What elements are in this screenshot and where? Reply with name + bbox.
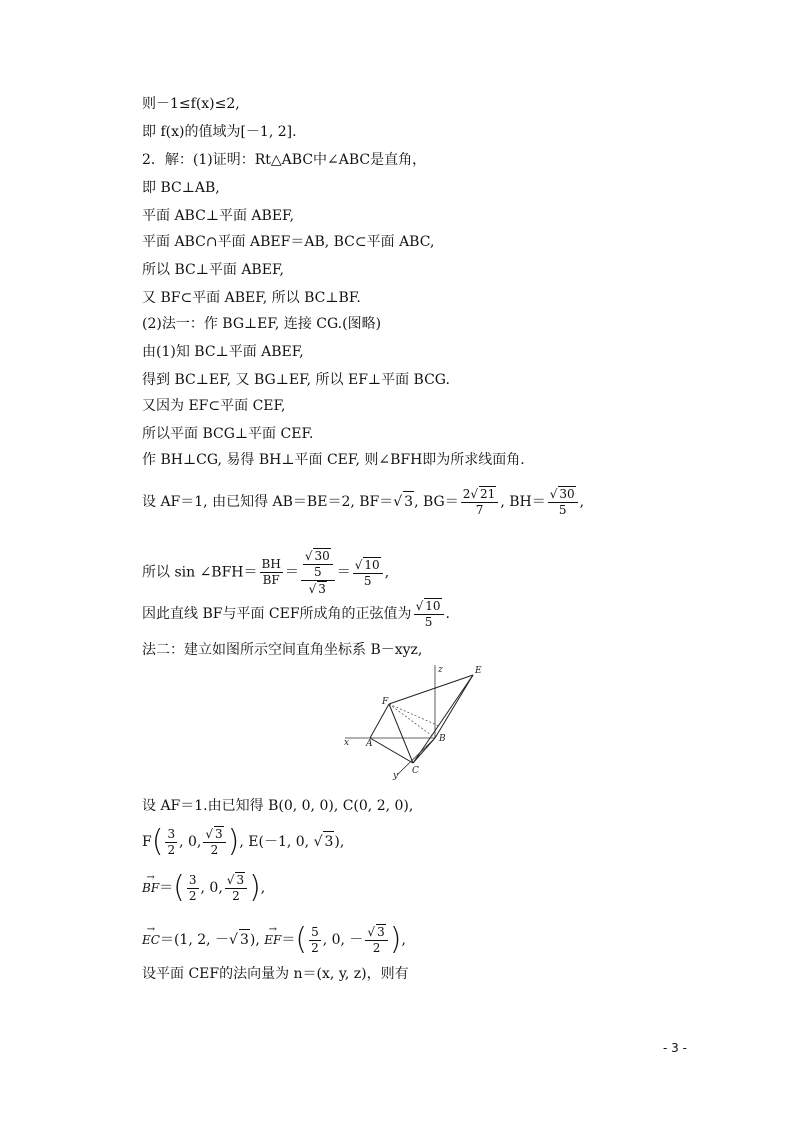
- text-line-21: → BF＝( $\frac{3}{2}$ , 0, $\frac{√ 3}{2}$ ),: [142, 872, 265, 904]
- label-y: y: [393, 771, 399, 780]
- edge-af: [370, 704, 389, 738]
- text-line-17: 因此直线 BF与平面 CEF所成角的正弦值为 $\frac{√ 10}{5}$ .: [142, 599, 450, 629]
- text-line-20: F( $\frac{3}{2}$ , 0, $\frac{√ 3}{2}$ ), E(－1, 0, √ 3),: [142, 824, 345, 859]
- text-line-5: 平面 ABC⊥平面 ABEF,: [142, 208, 295, 224]
- edge-ac: [370, 738, 413, 763]
- text-line-22: → EC＝(1, 2, －√ 3), → EF＝( $\frac{5}{2}$ , 0, － $\frac{√ 3}{2}$ ),: [142, 924, 406, 956]
- text-line-9: (2)法一：作 BG⊥EF, 连接 CG.(图略): [142, 316, 382, 332]
- text-line-2: 即 f(x)的值域为[－1, 2].: [142, 124, 297, 140]
- fraction-bh: $\frac{√ 30}{5}$: [548, 486, 578, 518]
- text-line-23: 设平面 CEF的法向量为 n＝(x, y, z)，则有: [142, 966, 409, 982]
- text-line-10: 由(1)知 BC⊥平面 ABEF,: [142, 344, 304, 360]
- edge-eb: [435, 675, 473, 738]
- text-line-6: 平面 ABC∩平面 ABEF＝AB, BC⊂平面 ABC,: [142, 234, 435, 250]
- label-c: C: [412, 766, 419, 776]
- text-line-15: 设 AF＝1, 由已知得 AB＝BE＝2, BF＝√ 3, BG＝ $\frac{2√ 21}{7}$ , BH＝ $\frac{√ 30}{5}$ ,: [142, 487, 585, 517]
- text-line-7: 所以 BC⊥平面 ABEF,: [142, 262, 284, 278]
- text-line-14: 作 BH⊥CG, 易得 BH⊥平面 CEF, 则∠BFH即为所求线面角.: [142, 452, 525, 468]
- edge-bc: [413, 738, 435, 763]
- text-line-18: 法二：建立如图所示空间直角坐标系 B－xyz,: [142, 642, 423, 658]
- edge-ec: [413, 675, 473, 763]
- text-line-3: 2．解：(1)证明：Rt△ABC中∠ABC是直角，: [142, 152, 427, 168]
- text-line-16: 所以 sin ∠BFH＝ $\frac{BH}{BF}$ ＝ $\frac{\frac{√ 30}{5}}{√ 3}$ ＝ $\frac{√ 10}{5}$ ,: [142, 549, 390, 596]
- edge-fc: [389, 704, 413, 763]
- label-z: z: [438, 665, 443, 675]
- text-line-12: 又因为 EF⊂平面 CEF,: [142, 398, 286, 414]
- text-line-19: 设 AF＝1.由已知得 B(0, 0, 0), C(0, 2, 0),: [142, 798, 414, 814]
- label-x: x: [344, 738, 350, 748]
- text-line-13: 所以平面 BCG⊥平面 CEF.: [142, 426, 314, 442]
- edge-fe: [389, 675, 473, 704]
- label-e: E: [475, 666, 482, 676]
- text-line-1: 则－1≤f(x)≤2,: [142, 96, 240, 112]
- fraction-bg: $\frac{2√ 21}{7}$: [461, 486, 499, 518]
- text-line-11: 得到 BC⊥EF, 又 BG⊥EF, 所以 EF⊥平面 BCG.: [142, 372, 450, 388]
- text-line-4: 即 BC⊥AB,: [142, 180, 220, 196]
- fraction-bh-bf: $\frac{BH}{BF}$: [261, 557, 281, 587]
- label-a: A: [366, 739, 373, 749]
- text-line-8: 又 BF⊂平面 ABEF, 所以 BC⊥BF.: [142, 290, 361, 306]
- label-b: B: [439, 734, 446, 744]
- label-f: F: [382, 697, 389, 707]
- page-number: - 3 -: [663, 1041, 687, 1055]
- fraction-result: $\frac{√ 10}{5}$: [353, 557, 383, 589]
- coordinate-figure: [335, 660, 485, 780]
- fraction-sine: $\frac{√ 10}{5}$: [414, 598, 444, 630]
- fraction-compound: $\frac{\frac{√ 30}{5}}{√ 3}$: [301, 548, 335, 597]
